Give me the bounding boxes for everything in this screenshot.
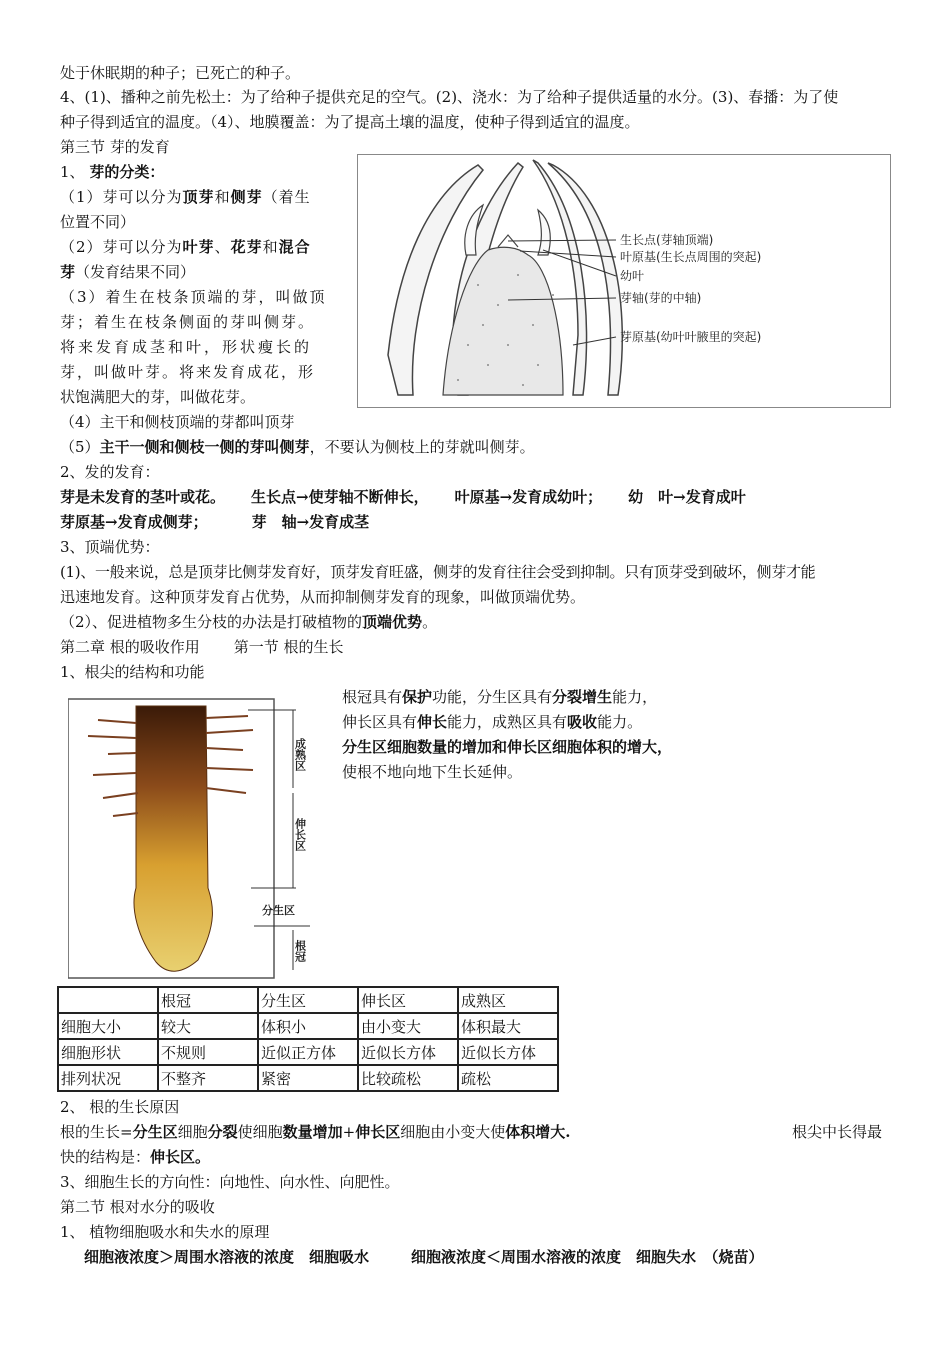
table-row — [58, 1013, 558, 1039]
bud-structure-figure — [357, 154, 891, 408]
root-function-line — [342, 711, 642, 733]
water-principle-line — [84, 1246, 764, 1268]
text: + — [342, 1123, 356, 1141]
text: （发育结果不同） — [75, 263, 196, 281]
text: 细胞由小变大使 — [400, 1123, 506, 1141]
text: （2）芽可以分为 — [60, 238, 183, 256]
bold-term: 混合 — [278, 238, 311, 256]
text: 细胞液浓度＜周围水溶液的浓度 细胞失水 （烧苗） — [411, 1248, 764, 1266]
text: 叶原基→发育成幼叶； — [454, 488, 603, 506]
bold-term: 体积增大. — [505, 1123, 571, 1141]
table-cell: 近似长方体 — [358, 1039, 458, 1065]
bold-term: 保护 — [402, 688, 433, 706]
root-function-line: 分生区细胞数量的增加和伸长区细胞体积的增大， — [342, 738, 673, 756]
text: （5） — [60, 438, 100, 456]
text: 和 — [262, 238, 279, 256]
table-header-row — [58, 987, 558, 1013]
table-cell: 体积小 — [258, 1013, 358, 1039]
table-cell: 比较疏松 — [358, 1065, 458, 1091]
text: 生长点→使芽轴不断伸长， — [251, 488, 429, 506]
bud-class-heading — [60, 161, 164, 183]
table-row — [58, 1039, 558, 1065]
chapter-title: 第二章 根的吸收作用 — [60, 638, 200, 656]
root-tip-figure — [68, 698, 318, 980]
text: 根的生长= — [60, 1123, 133, 1141]
bold-term: 侧芽 — [230, 188, 263, 206]
section-title: 第三节 芽的发育 — [60, 138, 170, 156]
table-cell: 成熟区 — [458, 987, 558, 1013]
root-function-line — [342, 686, 657, 708]
table-cell: 由小变大 — [358, 1013, 458, 1039]
text: （1）芽可以分为 — [60, 188, 183, 206]
text: 芽 轴→发育成茎 — [251, 513, 370, 531]
text-line: (1)、一般来说，总是顶芽比侧芽发育好，顶芽发育旺盛，侧芽的发育往往会受到抑制。只有顶芽受到破坏，侧芽才能 — [60, 563, 816, 581]
text-line: 根尖中长得最 — [792, 1123, 883, 1141]
chapter-line — [60, 636, 344, 658]
table-cell: 疏松 — [458, 1065, 558, 1091]
zone-label: 伸长区 — [293, 818, 307, 851]
zone-label: 根冠 — [293, 940, 307, 962]
text-line: 将来发育成茎和叶，形状瘦长的 — [60, 338, 313, 356]
text: 和 — [214, 188, 231, 206]
text: 使细胞 — [237, 1123, 283, 1141]
text: （着生 — [262, 188, 311, 206]
bud-class-line — [60, 186, 311, 208]
table-cell: 近似正方体 — [258, 1039, 358, 1065]
bold-term: 数量增加 — [282, 1123, 343, 1141]
text-line: 2、发的发育： — [60, 463, 160, 481]
text-line: （4）主干和侧枝顶端的芽都叫顶芽 — [60, 413, 295, 431]
text: 快的结构是： — [60, 1148, 151, 1166]
root-function-line: 使根不地向地下生长延伸。 — [342, 763, 523, 781]
bold-term: 叶芽 — [182, 238, 215, 256]
figure-label: 幼叶 — [620, 269, 645, 283]
bold-term: 顶端优势 — [362, 613, 423, 631]
text-line: 2、 根的生长原因 — [60, 1098, 180, 1116]
text-line: 4、(1)、播种之前先松土：为了给种子提供充足的空气。(2)、浇水：为了给种子提供适量的水分。(3)、春播：为了使 — [60, 88, 839, 106]
bud-diagram — [358, 155, 890, 407]
figure-label: 叶原基(生长点周围的突起) — [620, 250, 762, 264]
table-cell: 较大 — [158, 1013, 258, 1039]
text-line: 处于休眠期的种子；已死亡的种子。 — [60, 64, 301, 82]
text-line: 芽；着生在枝条侧面的芽叫侧芽。 — [60, 313, 316, 331]
text-line: （3）着生在枝条顶端的芽，叫做顶 — [60, 288, 327, 306]
table-cell: 伸长区 — [358, 987, 458, 1013]
section-title: 第二节 根对水分的吸收 — [60, 1198, 215, 1216]
text: 根冠具有 — [342, 688, 403, 706]
text-line: 迅速地发育。这种顶芽发育占优势，从而抑制侧芽发育的现象，叫做顶端优势。 — [60, 588, 586, 606]
text-line — [60, 436, 535, 458]
text: 能力。 — [597, 713, 643, 731]
zone-label: 分生区 — [262, 904, 295, 917]
item-number: 1、 — [60, 163, 85, 181]
text: 能力， — [612, 688, 658, 706]
table-cell: 根冠 — [158, 987, 258, 1013]
bold-term: 花芽 — [230, 238, 263, 256]
text-line: 芽，叫做叶芽。将来发育成花，形 — [60, 363, 316, 381]
bud-class-line — [60, 261, 195, 283]
table-cell: 不规则 — [158, 1039, 258, 1065]
text: 功能，分生区具有 — [432, 688, 553, 706]
root-tip-diagram — [68, 698, 318, 980]
table-cell — [58, 987, 158, 1013]
bold-term: 分生区 — [132, 1123, 178, 1141]
text-line: 位置不同） — [60, 213, 136, 231]
bud-class-line — [60, 236, 311, 258]
text-line: 1、根尖的结构和功能 — [60, 663, 205, 681]
text: 。 — [422, 613, 438, 631]
bold-term: 芽 — [60, 263, 76, 281]
table-cell: 体积最大 — [458, 1013, 558, 1039]
figure-label: 芽轴(芽的中轴) — [620, 291, 702, 305]
growth-line — [60, 1121, 571, 1143]
bold-term: 伸长区。 — [150, 1148, 211, 1166]
table-cell: 细胞大小 — [58, 1013, 158, 1039]
figure-label: 生长点(芽轴顶端) — [620, 233, 714, 247]
bold-term: 顶芽 — [182, 188, 215, 206]
bold-term: 分裂 — [207, 1123, 238, 1141]
text: 细胞液浓度＞周围水溶液的浓度 细胞吸水 — [84, 1248, 370, 1266]
figure-label: 芽原基(幼叶叶腋里的突起) — [620, 330, 762, 344]
text: 伸长区具有 — [342, 713, 418, 731]
text-line: 3、顶端优势： — [60, 538, 160, 556]
table-cell: 细胞形状 — [58, 1039, 158, 1065]
table-cell: 排列状况 — [58, 1065, 158, 1091]
text: 能力，成熟区具有 — [447, 713, 568, 731]
text-line — [60, 1146, 210, 1168]
text: （2）、促进植物多生分枝的办法是打破植物的 — [60, 613, 363, 631]
text-line: 状饱满肥大的芽，叫做花芽。 — [60, 388, 256, 406]
root-zone-table — [57, 986, 559, 1092]
bold-term: 主干一侧和侧枝一侧的芽叫侧芽 — [99, 438, 310, 456]
heading-text: 芽的分类： — [89, 163, 165, 181]
text: 芽是未发育的茎叶或花。 — [60, 488, 226, 506]
text-line — [60, 611, 437, 633]
text-line: 3、细胞生长的方向性：向地性、向水性、向肥性。 — [60, 1173, 400, 1191]
section-title: 第一节 根的生长 — [233, 638, 344, 656]
table-cell: 分生区 — [258, 987, 358, 1013]
bold-term: 吸收 — [567, 713, 598, 731]
bud-dev-line — [60, 486, 746, 508]
bold-term: 伸长 — [417, 713, 448, 731]
bold-term: 伸长区 — [355, 1123, 401, 1141]
table-cell: 不整齐 — [158, 1065, 258, 1091]
bud-dev-line — [60, 511, 369, 533]
text: 细胞 — [177, 1123, 208, 1141]
text: ，不要认为侧枝上的芽就叫侧芽。 — [309, 438, 535, 456]
table-cell: 紧密 — [258, 1065, 358, 1091]
text: 幼 叶→发育成叶 — [628, 488, 746, 506]
text: 芽原基→发育成侧芽； — [60, 513, 208, 531]
text: 、 — [214, 238, 231, 256]
text-line: 种子得到适宜的温度。（4）、地膜覆盖：为了提高土壤的温度，使种子得到适宜的温度。 — [60, 113, 640, 131]
text-line: 1、 植物细胞吸水和失水的原理 — [60, 1223, 270, 1241]
table-cell: 近似长方体 — [458, 1039, 558, 1065]
bold-term: 分裂增生 — [552, 688, 613, 706]
table-row — [58, 1065, 558, 1091]
zone-label: 成熟区 — [293, 738, 307, 771]
